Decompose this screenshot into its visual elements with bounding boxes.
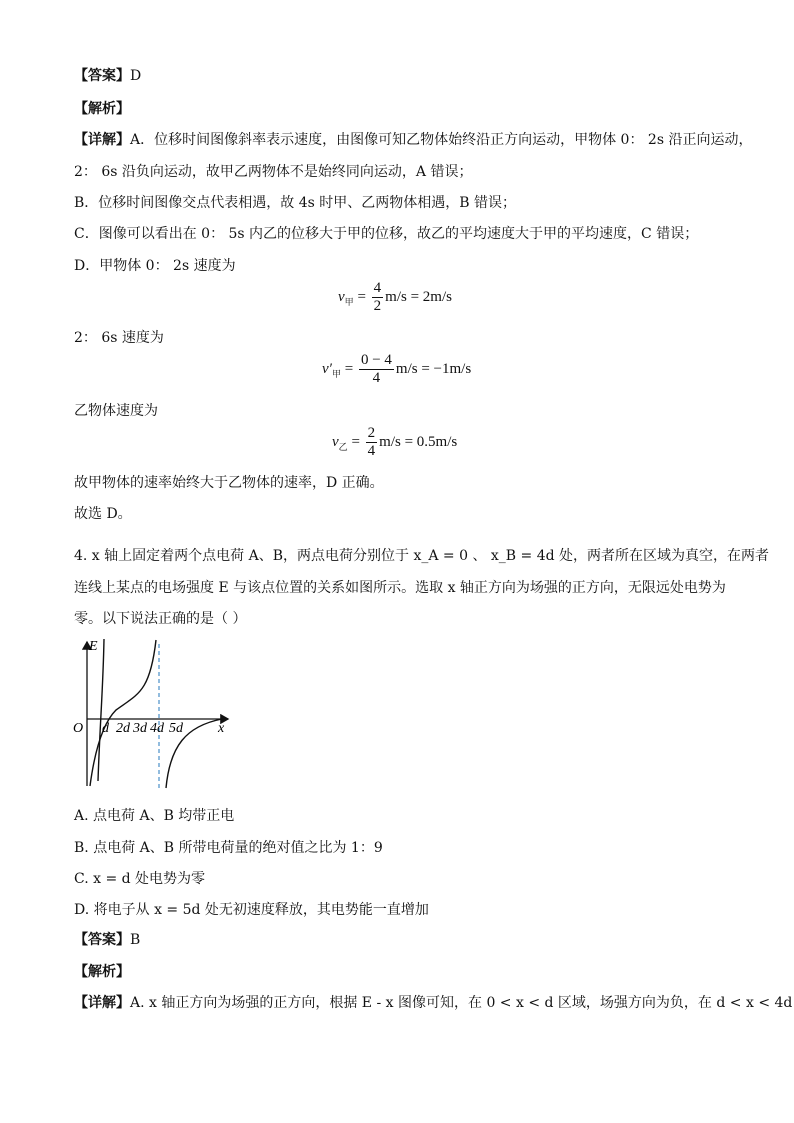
tick-label-2d: 2d (116, 721, 130, 736)
curve-left (98, 639, 104, 781)
q4-answer-value: B (130, 932, 141, 948)
axis-y-label: E (89, 639, 98, 654)
frac-num: 4 (373, 280, 382, 296)
option-a: A. 点电荷 A、B 均带正电 (74, 808, 235, 824)
q4-answer-label: 【答案】 (74, 932, 130, 948)
formula-v-jia (338, 280, 452, 315)
formula-lhs: v (332, 433, 339, 450)
formula-eq: = (357, 288, 366, 305)
answer-value: D (130, 68, 142, 84)
formula-lhs: v′ (322, 360, 332, 377)
axis-x-label: x (218, 721, 225, 736)
analysis-label: 【解析】 (74, 101, 130, 117)
option-d: D. 将电子从 x = 5d 处无初速度释放，其电势能一直增加 (74, 902, 429, 918)
tick-label-4d: 4d (150, 721, 164, 736)
detail-line-3: B．位移时间图像交点代表相遇，故 4s 时甲、乙两物体相遇，B 错误； (74, 195, 517, 211)
curve-middle (90, 640, 156, 786)
detail-line-1 (74, 130, 752, 150)
q4-detail-line (74, 993, 792, 1013)
q4-line-1: 4. x 轴上固定着两个点电荷 A、B，两点电荷分别位于 x_A = 0 、 x_B = 4d 处，两者所在区域为真空，在两者 (74, 548, 770, 564)
q4-answer-line (74, 930, 140, 950)
detail-line-5: D．甲物体 0： 2s 速度为 (74, 258, 236, 274)
formula-rest: m/s = 2m/s (385, 288, 452, 305)
formula-rest: m/s = −1m/s (395, 360, 472, 377)
formula-lhs: v (338, 288, 345, 305)
q4-detail-text: A. x 轴正方向为场强的正方向，根据 E - x 图像可知，在 0 < x < d 区域，场强方向为负，在 d < x < 4d (130, 995, 793, 1011)
tick-label-d: d (102, 721, 109, 736)
formula-rest: m/s = 0.5m/s (379, 433, 458, 450)
formula-v-yi (332, 425, 457, 460)
q4-detail-label: 【详解】 (74, 995, 130, 1011)
answer-label: 【答案】 (74, 68, 130, 84)
q4-line-2: 连线上某点的电场强度 E 与该点位置的关系如图所示。选取 x 轴正方向为场强的正方向，无限远处电势为 (74, 580, 726, 596)
answer-line (74, 66, 141, 86)
detail-line-7: 乙物体速度为 (74, 403, 158, 419)
formula-sub: 乙 (338, 441, 348, 452)
detail-line-4: C．图像可以看出在 0： 5s 内乙的位移大于甲的位移，故乙的平均速度大于甲的平均速度，C 错误； (74, 226, 699, 242)
formula-sub: 甲 (331, 368, 341, 379)
frac-den: 4 (367, 443, 376, 459)
origin-label: O (73, 721, 84, 736)
e-x-graph (70, 636, 240, 796)
formula-v-jia-prime (322, 352, 471, 387)
detail-line-9: 故选 D。 (74, 506, 132, 522)
q4-analysis-label: 【解析】 (74, 964, 130, 980)
frac-num: 0 − 4 (360, 352, 392, 368)
frac-den: 4 (372, 370, 381, 386)
formula-eq: = (351, 433, 360, 450)
tick-label-5d: 5d (169, 721, 183, 736)
option-c: C. x = d 处电势为零 (74, 871, 206, 887)
option-b: B. 点电荷 A、B 所带电荷量的绝对值之比为 1：9 (74, 840, 383, 856)
tick-label-3d: 3d (133, 721, 147, 736)
q4-line-3: 零。以下说法正确的是（ ） (74, 611, 247, 627)
detail-text-1: A．位移时间图像斜率表示速度，由图像可知乙物体始终沿正方向运动，甲物体 0： 2s 沿正向运动， (130, 132, 753, 148)
formula-frac (359, 352, 394, 387)
frac-den: 2 (373, 298, 382, 314)
formula-frac (366, 425, 378, 460)
detail-line-2: 2： 6s 沿负向运动，故甲乙两物体不是始终同向运动，A 错误； (74, 164, 473, 180)
formula-sub: 甲 (344, 296, 354, 307)
detail-line-6: 2： 6s 速度为 (74, 330, 164, 346)
detail-line-8: 故甲物体的速率始终大于乙物体的速率，D 正确。 (74, 475, 384, 491)
formula-eq: = (344, 360, 354, 377)
formula-frac (372, 280, 384, 315)
frac-num: 2 (367, 425, 376, 441)
detail-label: 【详解】 (74, 132, 130, 148)
